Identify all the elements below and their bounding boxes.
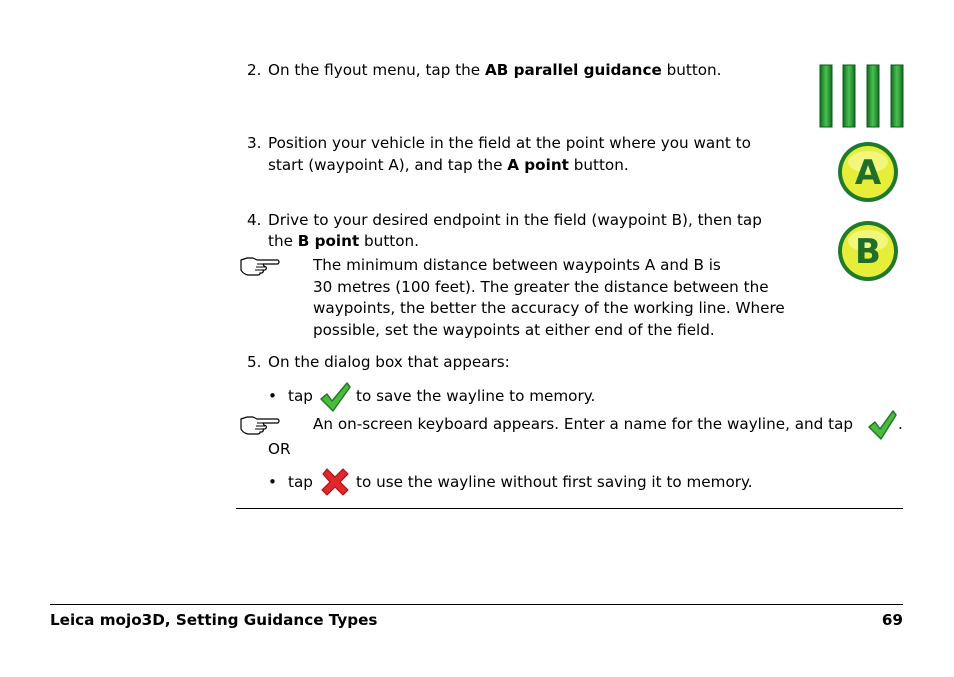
bullet-1-pre: tap (288, 387, 313, 405)
step-5-text: On the dialog box that appears: (268, 353, 510, 371)
page-number: 69 (881, 611, 903, 629)
footer-divider (50, 604, 903, 605)
step-3-line-2: start (waypoint A), and tap the A point button. (268, 156, 629, 174)
pointing-hand-icon (239, 255, 281, 277)
bullet-1-post: to save the wayline to memory. (356, 387, 596, 405)
ab-parallel-guidance-icon (819, 64, 905, 128)
checkmark-icon (866, 408, 898, 442)
b-letter: B (855, 232, 881, 272)
note-2-text: An on-screen keyboard appears. Enter a name for the wayline, and tap (313, 415, 854, 433)
note-1-line-1: The minimum distance between waypoints A and B is (313, 256, 721, 274)
footer-title: Leica mojo3D, Setting Guidance Types (50, 611, 378, 629)
bullet-2-pre: tap (288, 473, 313, 491)
step-4-line-1: Drive to your desired endpoint in the field (waypoint B), then tap (268, 211, 762, 229)
b-point-icon (836, 219, 900, 283)
note-1-line-2: 30 metres (100 feet). The greater the distance between the (313, 278, 769, 296)
note-2-period: . (898, 415, 903, 433)
bullet-2-post: to use the wayline without first saving it to memory. (356, 473, 753, 491)
a-point-icon (836, 140, 900, 204)
note-1-line-3: waypoints, the better the accuracy of the working line. Where (313, 299, 785, 317)
note-1-line-4: possible, set the waypoints at either end of the field. (313, 321, 715, 339)
step-4-number: 4. (247, 211, 262, 229)
step-4-line-2: the B point button. (268, 232, 419, 250)
step-2-text: On the flyout menu, tap the AB parallel guidance button. (268, 61, 722, 79)
section-divider (236, 508, 903, 509)
checkmark-icon (318, 380, 352, 414)
cross-icon (319, 466, 351, 498)
step-5-number: 5. (247, 353, 262, 371)
step-3-line-1: Position your vehicle in the field at the point where you want to (268, 134, 751, 152)
pointing-hand-icon (239, 414, 281, 436)
step-3-number: 3. (247, 134, 262, 152)
or-text: OR (268, 440, 291, 458)
bullet-dot: • (268, 387, 277, 405)
a-letter: A (854, 153, 882, 193)
step-2-number: 2. (247, 61, 262, 79)
bullet-dot: • (268, 473, 277, 491)
